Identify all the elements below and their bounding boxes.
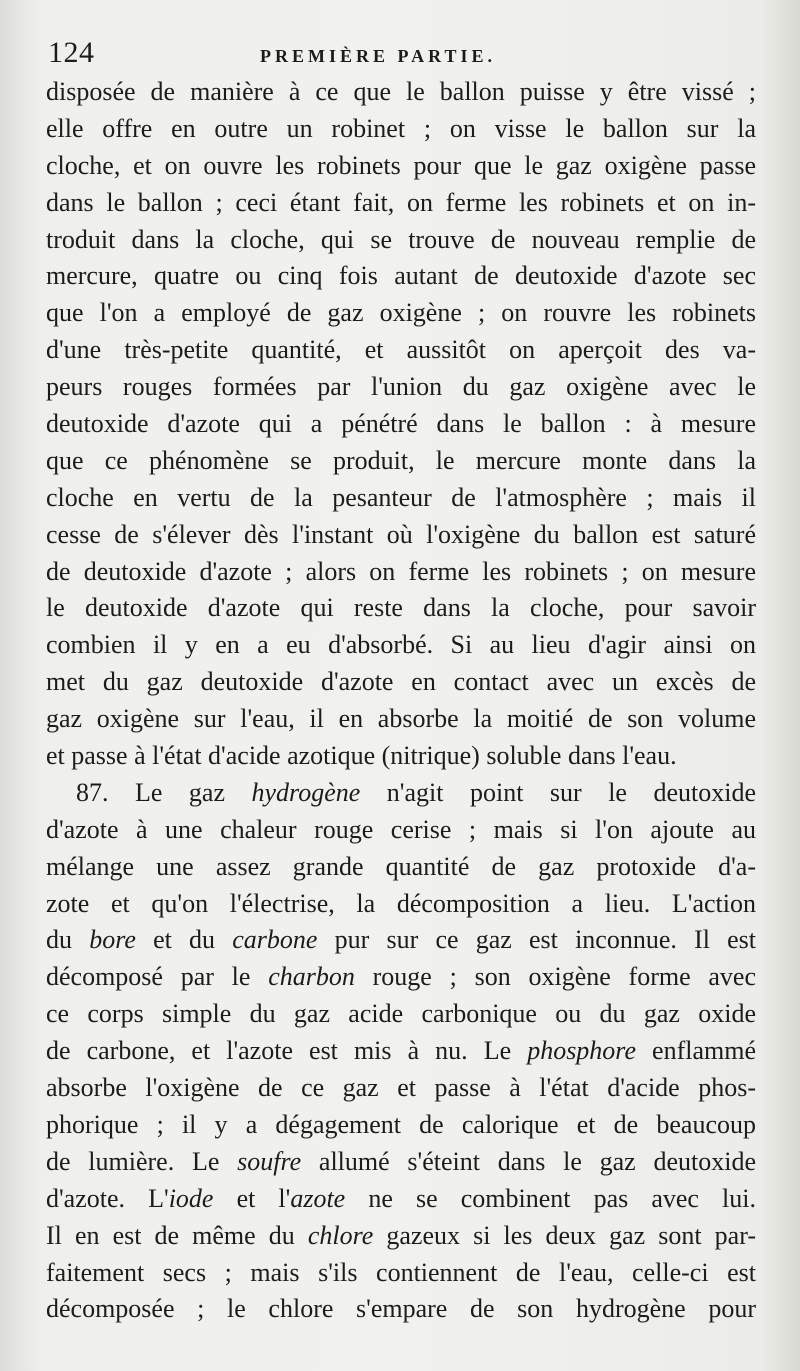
text-line: d'azote. L'iode et l'azote ne se combinent pas avec lui. [46,1183,756,1213]
text-line: cesse de s'élever dès l'instant où l'oxigène du ballon est saturé [46,519,756,549]
text-line: d'une très-petite quantité, et aussitôt on aperçoit des va- [46,335,756,365]
text-line: Il en est de même du chlore gazeux si les deux gaz sont par- [46,1220,756,1250]
italic-term: chlore [307,1220,374,1250]
text-line: zote et qu'on l'électrise, la décomposition a lieu. L'action [46,888,756,918]
text-line: troduit dans la cloche, qui se trouve de nouveau remplie de [46,224,756,254]
italic-term: phosphore [527,1036,636,1066]
italic-term: azote [290,1183,346,1213]
running-head: PREMIÈRE PARTIE. [260,46,497,66]
text-line: cloche en vertu de la pesanteur de l'atmosphère ; mais il [46,482,756,512]
text-line: d'azote à une chaleur rouge cerise ; mais si l'on ajoute au [46,814,756,844]
italic-term: soufre [237,1146,302,1176]
text-line: combien il y en a eu d'absorbé. Si au lieu d'agir ainsi on [46,630,756,660]
text-line: met du gaz deutoxide d'azote en contact avec un excès de [46,667,756,697]
italic-term: carbone [232,925,318,955]
text-line: de deutoxide d'azote ; alors on ferme les robinets ; on mesure [46,556,756,586]
body-text [46,74,756,1328]
text-line: et passe à l'état d'acide azotique (nitrique) soluble dans l'eau. [46,741,677,771]
text-line: de carbone, et l'azote est mis à nu. Le phosphore enflammé [46,1036,756,1066]
text-line: que l'on a employé de gaz oxigène ; on rouvre les robinets [46,298,756,328]
text-line: du bore et du carbone pur sur ce gaz est inconnue. Il est [46,925,756,955]
text-line: le deutoxide d'azote qui reste dans la cloche, pour savoir [46,593,756,623]
text-line: mercure, quatre ou cinq fois autant de deutoxide d'azote sec [46,261,756,291]
text-line: ce corps simple du gaz acide carbonique ou du gaz oxide [46,999,756,1029]
italic-term: bore [89,925,136,955]
text-line: décomposé par le charbon rouge ; son oxigène forme avec [46,962,756,992]
text-line: cloche, et on ouvre les robinets pour que le gaz oxigène passe [46,150,756,180]
text-line: deutoxide d'azote qui a pénétré dans le ballon : à mesure [46,409,756,439]
text-line: dans le ballon ; ceci étant fait, on ferme les robinets et on in- [46,187,756,217]
italic-term: charbon [268,962,355,992]
text-line: gaz oxigène sur l'eau, il en absorbe la moitié de son volume [46,704,756,734]
text-line: absorbe l'oxigène de ce gaz et passe à l'état d'acide phos- [46,1073,756,1103]
paragraph-start-line: 87. Le gaz hydrogène n'agit point sur le deutoxide [76,777,756,807]
text-line: décomposée ; le chlore s'empare de son hydrogène pour [46,1294,756,1324]
text-line: de lumière. Le soufre allumé s'éteint dans le gaz deutoxide [46,1146,756,1176]
text-line: faitement secs ; mais s'ils contiennent de l'eau, celle-ci est [46,1257,756,1287]
italic-term: iode [168,1183,214,1213]
page-number: 124 [48,36,95,69]
italic-term: hydrogène [251,777,361,807]
text-line: elle offre en outre un robinet ; on visse le ballon sur la [46,113,756,143]
text-line: que ce phénomène se produit, le mercure monte dans la [46,445,756,475]
text-line: disposée de manière à ce que le ballon puisse y être vissé ; [46,77,756,106]
text-line: phorique ; il y a dégagement de calorique et de beaucoup [46,1109,756,1139]
text-line: peurs rouges formées par l'union du gaz oxigène avec le [46,372,756,402]
text-line: mélange une assez grande quantité de gaz protoxide d'a- [46,851,756,881]
